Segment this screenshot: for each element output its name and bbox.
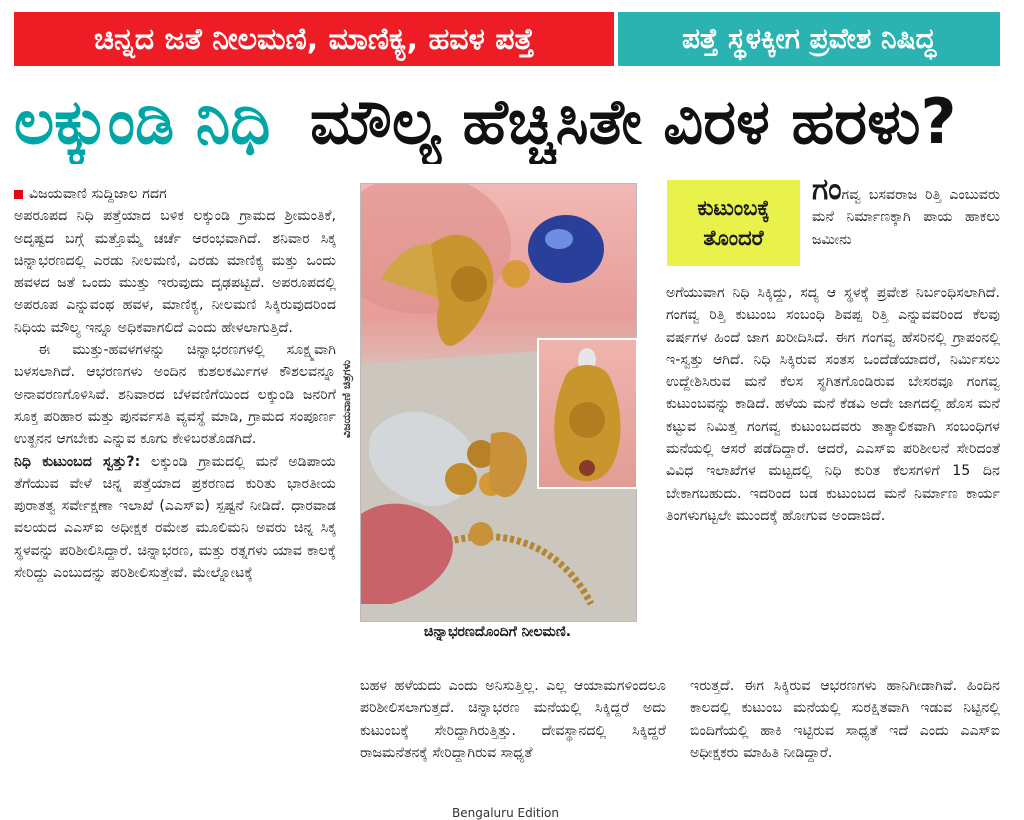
sidebar-box-line1: ಕುಟುಂಬಕ್ಕೆ xyxy=(697,196,770,220)
headline-part2: ಮೌಲ್ಯ ಹೆಚ್ಚಿಸಿತೇ ವಿರಳ ಹರಳು? xyxy=(310,85,957,158)
subheading: ನಿಧಿ ಕುಟುಂಬದ ಸ್ವತ್ತು?: xyxy=(14,453,141,470)
headline-part1: ಲಕ್ಕುಂಡಿ ನಿಧಿ xyxy=(14,85,271,158)
article-column-1 xyxy=(14,183,336,803)
byline xyxy=(14,183,336,205)
paragraph-3-text: ಲಕ್ಕುಂಡಿ ಗ್ರಾಮದಲ್ಲಿ ಮನೆ ಅಡಿಪಾಯ ತೆಗೆಯುವ ವೇಳೆ ಚಿನ್ನ ಪತ್ತೆಯಾದ ಪ್ರಕರಣದ ಕುರಿತು ಭಾರತೀಯ ಪುರಾತತ್ವ ಸರ್ವೇಕ್ಷಣಾ ಇಲಾಖೆ (ಎಎಸ್‌ಐ) ಸ್ಪಷ್ಟನೆ ನೀಡಿದೆ. ಧಾರವಾಡ ವಲಯದ ಎಎಸ್‌ಐ ಅಧೀಕ್ಷಕ ರಮೇಶ ಮೂಲಿಮನಿ ಅವರು ಚಿನ್ನ ಸಿಕ್ಕ ಸ್ಥಳವನ್ನು ಪರಿಶೀಲಿಸಿದ್ದಾರೆ. ಚಿನ್ನಾಭರಣ, ಮತ್ತು ರತ್ನಗಳು ಯಾವ ಕಾಲಕ್ಕೆ ಸೇರಿದ್ದು ಎಂಬುದನ್ನು ಪರಿಶೀಲಿಸುತ್ತೇವೆ. ಮೇಲ್ನೋಟಕ್ಕೆ xyxy=(14,453,336,582)
byline-marker-icon xyxy=(14,190,23,199)
sidebar-box-line2: ತೊಂದರೆ xyxy=(703,226,764,250)
photo-caption: ಚಿನ್ನಾಭರಣದೊಂದಿಗೆ ನೀಲಮಣಿ. xyxy=(423,624,572,640)
paragraph-3 xyxy=(14,451,336,585)
sidebar-box xyxy=(667,180,800,266)
paragraph-1: ಅಪರೂಪದ ನಿಧಿ ಪತ್ತೆಯಾದ ಬಳಿಕ ಲಕ್ಕುಂಡಿ ಗ್ರಾಮದ ಶ್ರೀಮಂತಿಕೆ, ಅದೃಷ್ಟದ ಬಗ್ಗೆ ಮತ್ತೊಮ್ಮೆ ಚರ್ಚೆ ಆರಂಭವಾಗಿದೆ. ಶನಿವಾರ ಸಿಕ್ಕ ಚಿನ್ನಾಭರಣದಲ್ಲಿ ಎರಡು ನೀಲಮಣಿ, ಎರಡು ಮಾಣಿಕ್ಯ ಮತ್ತು ಒಂದು ಹವಳದ ಜತೆ ಒಂದು ಮುತ್ತು ಇರುವುದು ದೃಢಪಟ್ಟಿದೆ. ಅಪರೂಪದಲ್ಲಿ ಅಪರೂಪ ಎನ್ನುವಂಥ ಹವಳ, ಮಾಣಿಕ್ಯ, ನೀಲಮಣಿ ಸಿಕ್ಕಿರುವುದರಿಂದ ನಿಧಿಯ ಮೌಲ್ಯ ಇನ್ನೂ ಅಧಿಕವಾಗಲಿದೆ ಎಂದು ಹೇಳಲಾಗುತ್ತಿದೆ. xyxy=(14,208,336,336)
sidebar-intro-text: ಗವ್ವ ಬಸವರಾಜ ರಿತ್ತಿ ಎಂಬುವರು ಮನೆ ನಿರ್ಮಾಣಕ್ಕಾಗಿ ಪಾಯ ಹಾಕಲು ಜಮೀನು xyxy=(812,187,1000,248)
column-3-text: ಇರುತ್ತದೆ. ಈಗ ಸಿಕ್ಕಿರುವ ಆಭರಣಗಳು ಹಾನಿಗೀಡಾಗಿವೆ. ಹಿಂದಿನ ಕಾಲದಲ್ಲಿ ಕುಟುಂಬ ಮನೆಯಲ್ಲಿ ಸುರಕ್ಷಿತವಾಗಿ ಇಡುವ ನಿಟ್ಟಿನಲ್ಲಿ ಬಿಂದಿಗೆಯಲ್ಲಿ ಹಾಕಿ ಇಟ್ಟಿರುವ ಸಾಧ್ಯತೆ ಇದೆ ಎಂದು ಎಎಸ್‌ಐ ಅಧೀಕ್ಷಕರು ಮಾಹಿತಿ ನೀಡಿದ್ದಾರೆ. xyxy=(690,678,1000,761)
byline-text: ವಿಜಯವಾಣಿ ಸುದ್ದಿಜಾಲ ಗದಗ xyxy=(29,186,167,202)
article-column-2 xyxy=(360,675,666,803)
sidebar-intro-paragraph xyxy=(812,179,1000,251)
banner-left xyxy=(14,12,614,66)
dropcap: ಗಂ xyxy=(812,179,842,207)
banner-right-text: ಪತ್ತೆ ಸ್ಥಳಕ್ಕೀಗ ಪ್ರವೇಶ ನಿಷಿದ್ಧ xyxy=(681,22,937,55)
sidebar-body-text: ಅಗೆಯುವಾಗ ನಿಧಿ ಸಿಕ್ಕಿದ್ದು, ಸದ್ಯ ಆ ಸ್ಥಳಕ್ಕೆ ಪ್ರವೇಶ ನಿರ್ಬಂಧಿಸಲಾಗಿದೆ. ಗಂಗವ್ವ ರಿತ್ತಿ ಕುಟುಂಬ ಸಂಬಂಧಿ ಶಿವಪ್ಪ ರಿತ್ತಿ ಎನ್ನುವವರಿಂದ ಕೆಲವು ವರ್ಷಗಳ ಹಿಂದೆ ಜಾಗ ಖರೀದಿಸಿದೆ. ಈಗ ಗಂಗವ್ವ ಹೆಸರಿನಲ್ಲಿ ಗ್ರಾಪಂನಲ್ಲಿ ಇ-ಸ್ವತ್ತು ಆಗಿದೆ. ನಿಧಿ ಸಿಕ್ಕಿರುವ ಸಂತಸ ಒಂದೆಡೆಯಾದರೆ, ನಿರ್ಮಿಸಲು ಉದ್ದೇಶಿಸಿರುವ ಮನೆ ಕೆಲಸ ಸ್ಥಗಿತಗೊಂಡಿರುವ ಬೇಸರವೂ ಗಂಗವ್ವ ಕುಟುಂಬವನ್ನು ಕಾಡಿದೆ. ಹಳೆಯ ಮನೆ ಕೆಡವಿ ಅದೇ ಜಾಗದಲ್ಲಿ ಹೊಸ ಮನೆ ಕಟ್ಟುವ ನಿಮಿತ್ತ ಗಂಗವ್ವ ಕುಟುಂಬದವರು ತಾತ್ಕಾಲಿಕವಾಗಿ ಸಂಬಂಧಿಗಳ ಮನೆಯಲ್ಲಿ ಆಸರೆ ಪಡೆದಿದ್ದಾರೆ. ಆದರೆ, ಎಎಸ್‌ಐ ಪರಿಶೀಲನೆ ಸೇರಿದಂತೆ ವಿವಿಧ ಇಲಾಖೆಗಳ ಮಟ್ಟದಲ್ಲಿ ನಿಧಿ ಕುರಿತ ಕೆಲಸಗಳಿಗೆ 15 ದಿನ ಬೇಕಾಗಬಹುದು. ಇದರಿಂದ ಬಡ ಕುಟುಂಬದ ಮನೆ ನಿರ್ಮಾಣ ಕಾರ್ಯ ತಿಂಗಳುಗಟ್ಟಲೇ ಮುಂದಕ್ಕೆ ಹೋಗುವ ಅಂದಾಜಿದೆ. xyxy=(666,285,1000,524)
photo-credit: ವಿಜಯವಾಣಿ ಚಿತ್ರಗಳು xyxy=(340,360,353,438)
column-2-text: ಬಹಳ ಹಳೆಯದು ಎಂದು ಅನಿಸುತ್ತಿಲ್ಲ. ಎಲ್ಲ ಆಯಾಮಗಳಿಂದಲೂ ಪರಿಶೀಲಿಸಲಾಗುತ್ತದೆ. ಚಿನ್ನಾಭರಣ ಮನೆಯಲ್ಲಿ ಸಿಕ್ಕಿದ್ದರೆ ಅದು ಕುಟುಂಬಕ್ಕೆ ಸೇರಿದ್ದಾಗಿರುತ್ತಿತ್ತು. ದೇವಸ್ಥಾನದಲ್ಲಿ ಸಿಕ್ಕಿದ್ದರೆ ರಾಜಮನೆತನಕ್ಕೆ ಸೇರಿದ್ದಾಗಿರುವ ಸಾಧ್ಯತೆ xyxy=(360,678,666,761)
paragraph-2: ಈ ಮುತ್ತು-ಹವಳಗಳನ್ನು ಚಿನ್ನಾಭರಣಗಳಲ್ಲಿ ಸೂಕ್ಷ್ಮವಾಗಿ ಬಳಸಲಾಗಿದೆ. ಆಭರಣಗಳು ಅಂದಿನ ಕುಶಲಕರ್ಮಿಗಳ ಕೌಶಲವನ್ನೂ ಅನಾವರಣಗೊಳಿಸಿವೆ. ಶನಿವಾರದ ಬೆಳವಣಿಗೆಯಿಂದ ಲಕ್ಕುಂಡಿ ಜನರಿಗೆ ಸೂಕ್ತ ಪರಿಹಾರ ಮತ್ತು ಪುನರ್ವಸತಿ ವ್ಯವಸ್ಥೆ ಮಾಡಿ, ಗ್ರಾಮದ ಸಂಪೂರ್ಣ ಉತ್ಖನನ ಆಗಬೇಕು ಎನ್ನುವ ಕೂಗು ಕೇಳಿಬರತೊಡಗಿದೆ. xyxy=(14,342,336,448)
sidebar-intro xyxy=(812,179,1000,289)
banner-right xyxy=(618,12,1000,66)
sidebar-body xyxy=(666,282,1000,660)
article-column-3 xyxy=(690,675,1000,803)
edition-label: Bengaluru Edition xyxy=(452,806,560,820)
jewelry-inset-photo xyxy=(537,338,638,489)
jewelry-inset-graphic xyxy=(539,340,636,487)
banner-left-text: ಚಿನ್ನದ ಜತೆ ನೀಲಮಣಿ, ಮಾಣಿಕ್ಯ, ಹವಳ ಪತ್ತೆ xyxy=(93,21,535,57)
